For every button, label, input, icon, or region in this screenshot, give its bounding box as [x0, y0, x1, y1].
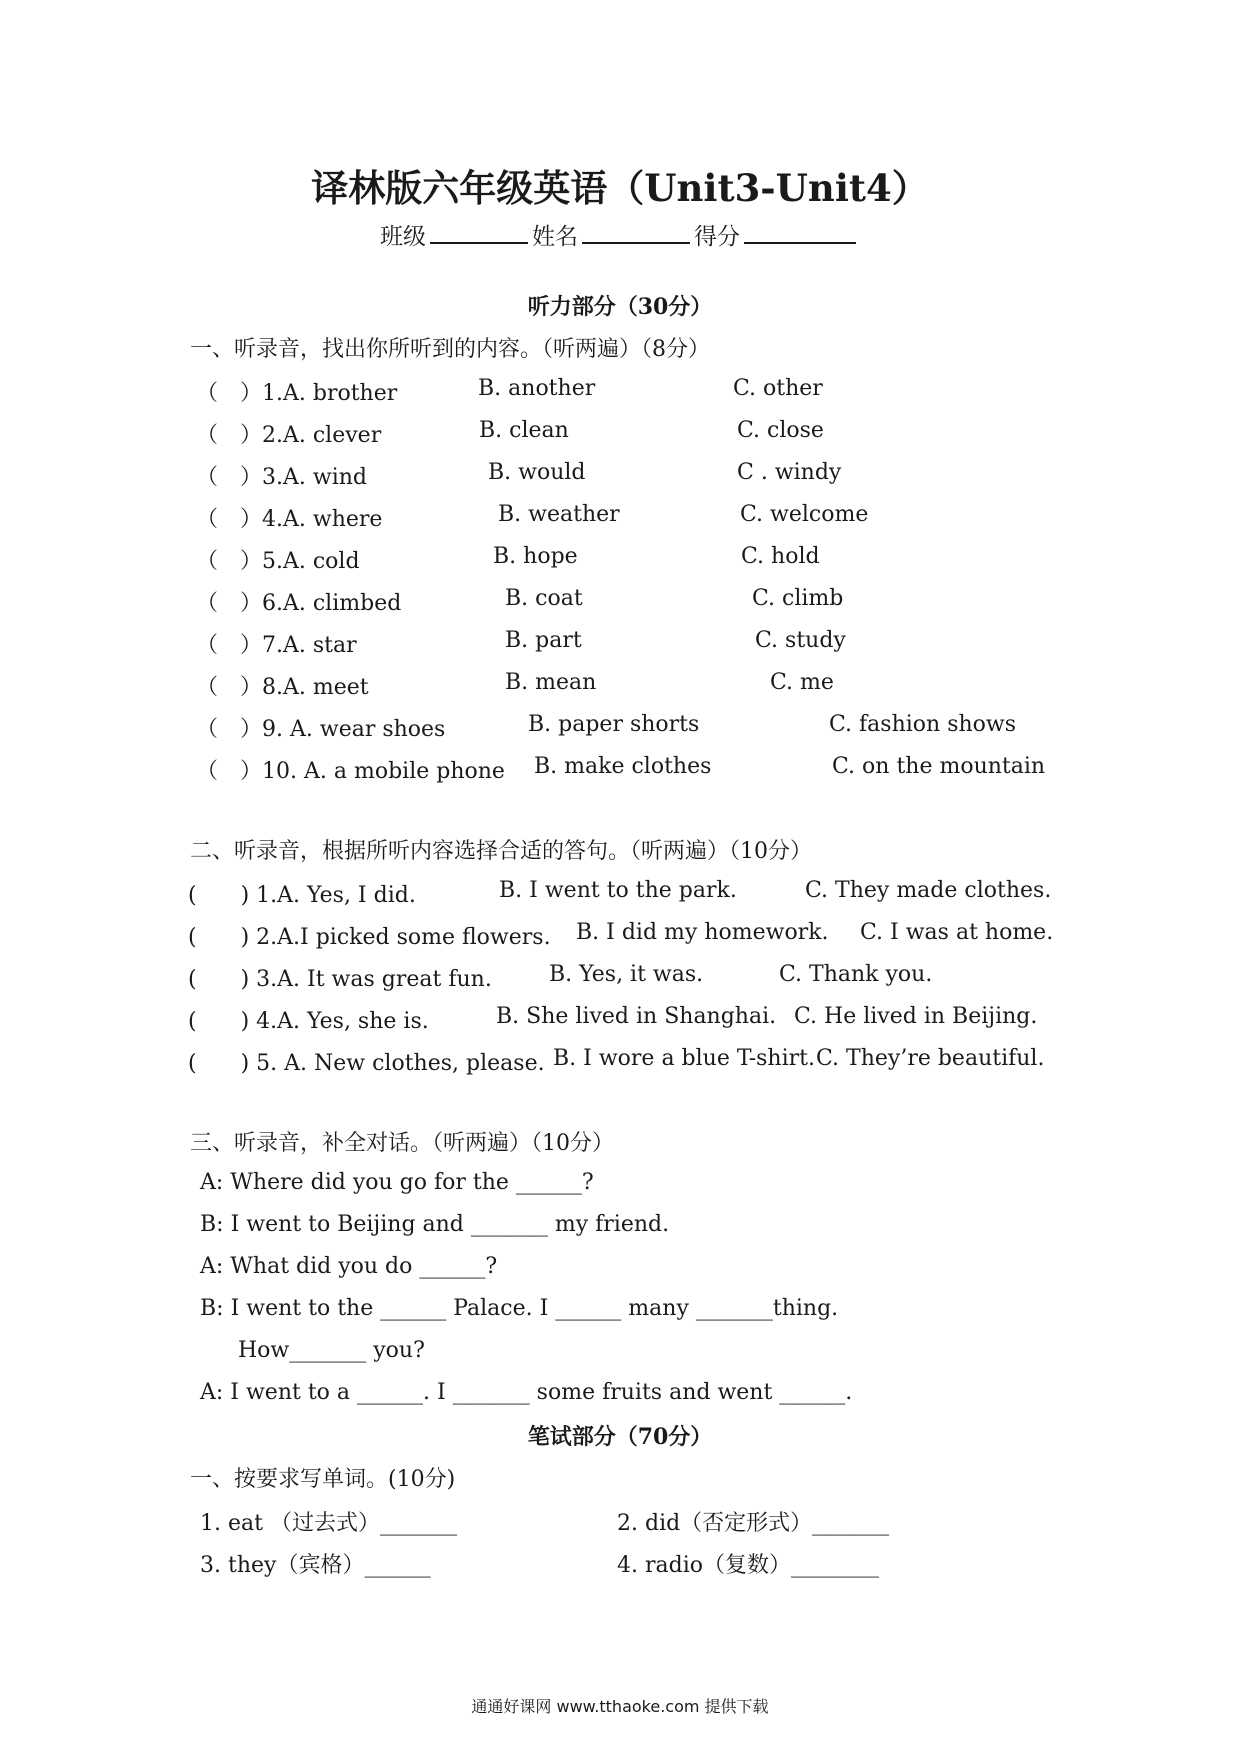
footer-credit: 通通好课网 www.tthaoke.com 提供下载: [471, 1697, 769, 1716]
option-c: C. on the mountain: [832, 754, 1046, 779]
question-a: （ ）6.A. climbed: [196, 591, 402, 616]
part1-row: [0, 418, 1240, 448]
question-a: （ ）7.A. star: [196, 633, 357, 658]
option-c: C. other: [733, 376, 823, 401]
word-task: 1. eat （过去式）_______: [200, 1511, 457, 1536]
option-b: B. would: [488, 460, 586, 485]
option-c: C. fashion shows: [829, 712, 1017, 737]
option-b: B. mean: [505, 670, 597, 695]
option-c: C. Thank you.: [779, 962, 933, 987]
option-b: B. make clothes: [534, 754, 712, 779]
option-c: C. close: [737, 418, 824, 443]
option-c: C. climb: [752, 586, 844, 611]
score-label: 得分: [694, 224, 740, 250]
option-b: B. paper shorts: [528, 712, 700, 737]
part2-heading: 二、听录音，根据所听内容选择合适的答句。（听两遍）（10分）: [190, 839, 812, 864]
part1-row: [0, 754, 1240, 784]
part1-row: [0, 712, 1240, 742]
writing1-row: [0, 1548, 1240, 1578]
option-b: B. coat: [505, 586, 583, 611]
part1-row: [0, 628, 1240, 658]
part1-row: [0, 544, 1240, 574]
question-a: （ ）1.A. brother: [196, 381, 398, 406]
option-c: C. I was at home.: [860, 920, 1054, 945]
option-c: C. me: [770, 670, 834, 695]
question-a: （ ）8.A. meet: [196, 675, 369, 700]
dialogue-line: A: I went to a ______. I _______ some fruits and went ______.: [200, 1380, 853, 1405]
part2-row: [0, 920, 1240, 950]
question-a: （ ）5.A. cold: [196, 549, 360, 574]
option-b: B. weather: [498, 502, 620, 527]
option-b: B. another: [478, 376, 596, 401]
name-blank: [582, 218, 690, 244]
option-b: B. I went to the park.: [499, 878, 737, 903]
writing-section-title: 笔试部分（70分）: [527, 1424, 713, 1450]
option-b: B. She lived in Shanghai.: [496, 1004, 777, 1029]
question-a: ( ) 4.A. Yes, she is.: [188, 1009, 429, 1034]
part1-row: [0, 670, 1240, 700]
part1-heading: 一、听录音，找出你所听到的内容。（听两遍）（8分）: [190, 337, 710, 362]
question-a: （ ）4.A. where: [196, 507, 383, 532]
question-a: ( ) 2.A.I picked some flowers.: [188, 925, 551, 950]
dialogue-line: How_______ you?: [238, 1338, 425, 1363]
page-title: 译林版六年级英语（Unit3-Unit4）: [311, 166, 929, 210]
class-blank: [430, 218, 528, 244]
option-c: C. They made clothes.: [805, 878, 1052, 903]
part2-row: [0, 1046, 1240, 1076]
part1-row: [0, 502, 1240, 532]
part3-heading: 三、听录音，补全对话。（听两遍）（10分）: [190, 1131, 614, 1156]
option-c: C. welcome: [740, 502, 869, 527]
part2-row: [0, 1004, 1240, 1034]
part1-row: [0, 376, 1240, 406]
option-b: B. I wore a blue T-shirt.: [553, 1046, 815, 1071]
dialogue-line: A: Where did you go for the ______?: [200, 1170, 594, 1195]
question-a: ( ) 1.A. Yes, I did.: [188, 883, 416, 908]
option-b: B. hope: [493, 544, 578, 569]
question-a: （ ）3.A. wind: [196, 465, 367, 490]
option-b: B. Yes, it was.: [549, 962, 704, 987]
dialogue-line: B: I went to Beijing and _______ my friend.: [200, 1212, 670, 1237]
question-a: ( ) 3.A. It was great fun.: [188, 967, 492, 992]
option-c: C. hold: [741, 544, 820, 569]
option-c: C. He lived in Beijing.: [794, 1004, 1038, 1029]
student-info-line: [0, 218, 1240, 251]
question-a: （ ）2.A. clever: [196, 423, 382, 448]
question-a: （ ）9. A. wear shoes: [196, 717, 446, 742]
score-blank: [744, 218, 856, 244]
part2-row: [0, 962, 1240, 992]
option-b: B. part: [505, 628, 582, 653]
name-label: 姓名: [532, 224, 578, 250]
word-task: 4. radio（复数）________: [617, 1553, 879, 1578]
option-c: C. They’re beautiful.: [816, 1046, 1045, 1071]
option-c: C. study: [755, 628, 846, 653]
option-b: B. I did my homework.: [576, 920, 829, 945]
part1-row: [0, 460, 1240, 490]
question-a: ( ) 5. A. New clothes, please.: [188, 1051, 545, 1076]
dialogue-line: B: I went to the ______ Palace. I ______ many _______thing.: [200, 1296, 839, 1321]
part2-row: [0, 878, 1240, 908]
word-task: 2. did（否定形式）_______: [617, 1511, 890, 1536]
dialogue-line: A: What did you do ______?: [200, 1254, 498, 1279]
word-task: 3. they（宾格）______: [200, 1553, 431, 1578]
option-c: C . windy: [737, 460, 842, 485]
part1-row: [0, 586, 1240, 616]
class-label: 班级: [380, 224, 426, 250]
question-a: （ ）10. A. a mobile phone: [196, 759, 505, 784]
writing1-heading: 一、按要求写单词。(10分): [190, 1467, 456, 1492]
option-b: B. clean: [479, 418, 569, 443]
writing1-row: [0, 1506, 1240, 1536]
listening-section-title: 听力部分（30分）: [527, 294, 713, 320]
